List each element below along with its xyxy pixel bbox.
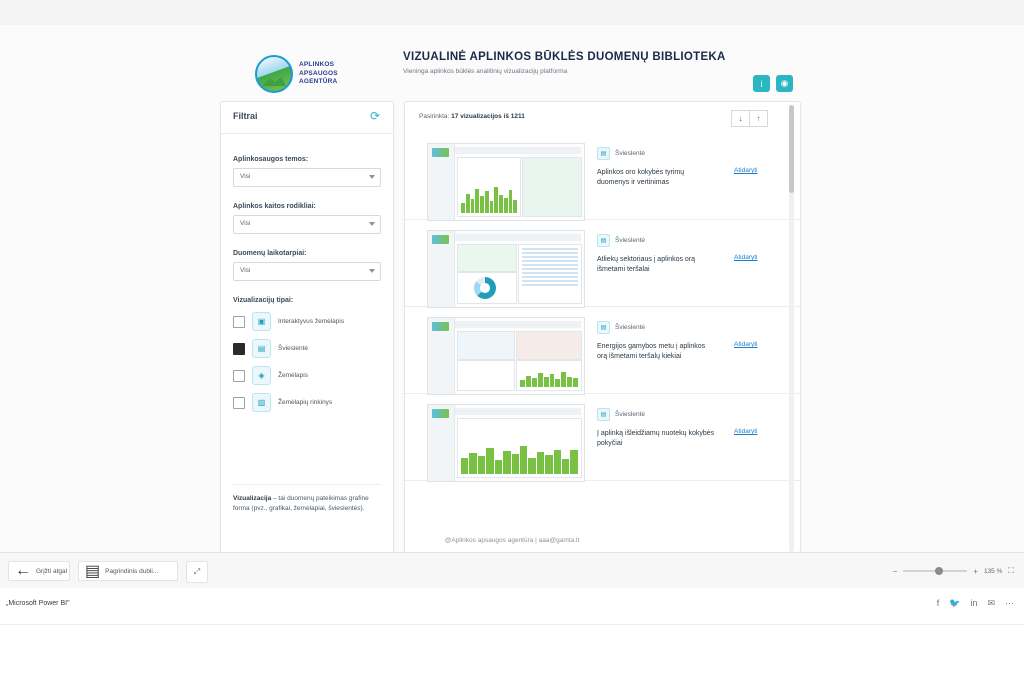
title-block [403,51,726,75]
viz-type-option-map[interactable] [233,363,381,388]
visualization-thumbnail[interactable] [427,143,585,221]
thumb-chart-panel [457,157,521,217]
thumb-bars-panel [457,418,582,478]
item-title: Energijos gamybos metu į aplinkos orą išmetami teršalų kiekiai [597,343,706,360]
chevron-down-icon [369,222,375,226]
results-scrollbar-thumb[interactable] [789,105,794,193]
visualization-thumbnail[interactable] [427,317,585,395]
viz-type-option-interactive-map[interactable] [233,309,381,334]
sort-buttons [731,110,768,127]
zoom-level: 135 % [983,567,1003,575]
back-button-label: Grįžti atgal [36,567,68,575]
thumb-table-rows [522,248,578,300]
zoom-slider-knob[interactable] [935,567,943,575]
powerbi-toolbar [0,552,1024,590]
zoom-slider[interactable] [903,570,967,572]
linkedin-icon[interactable]: in [970,598,978,608]
organization-name [299,61,338,87]
share-icons [937,599,1014,608]
filter-group-indicators [233,203,381,234]
twitter-icon[interactable]: 🐦 [949,598,961,608]
back-button[interactable] [8,561,70,581]
pages-icon: ▤ [85,563,101,580]
thumb-lines-panel [457,360,515,391]
checkbox-map-set[interactable] [233,397,245,409]
thumb-logo-icon [432,148,449,157]
thumb-greenbars-panel [516,360,582,391]
browser-top-band [0,0,1024,25]
facebook-icon[interactable]: f [936,598,940,608]
info-button[interactable]: i [753,75,770,92]
filter-label-indicators: Aplinkos kaitos rodikliai: [233,203,316,210]
page-title: VIZUALINĖ APLINKOS BŪKLĖS DUOMENŲ BIBLIOTEKA [403,51,726,63]
filters-panel [220,101,394,558]
thumb-logo-icon [432,409,449,418]
item-type [597,408,722,421]
thumb-logo-icon [432,235,449,244]
list-item[interactable] [405,307,800,394]
visualization-thumbnail[interactable] [427,230,585,308]
filters-header [221,102,393,134]
item-type-label: Švieslentė [615,324,645,331]
filter-group-periods [233,250,381,281]
viz-type-option-dashboard[interactable] [233,336,381,361]
filter-value-themes: Visi [240,173,251,180]
dashboard-icon: ▤ [597,321,610,334]
filter-group-viz-types [233,297,381,304]
report-canvas [0,25,1024,552]
email-icon[interactable]: ✉ [987,598,995,608]
item-title: Į aplinką išleidžiamų nuotekų kokybės pokyčiai [597,430,715,447]
visualization-thumbnail[interactable] [427,404,585,482]
item-body [597,317,722,362]
results-scrollbar[interactable] [789,105,794,552]
report-header [255,47,789,107]
fullscreen-icon[interactable]: ⤢ [186,561,208,583]
open-link[interactable]: Atidaryti [734,341,758,348]
filter-label-viz-types: Vizualizacijų tipai: [233,297,294,304]
org-line-2: APSAUGOS [299,69,338,77]
arrow-left-icon: ← [15,562,31,579]
layers-icon: ▨ [252,393,271,412]
item-body [597,230,722,275]
thumb-table-panel [518,244,582,304]
item-type [597,321,722,334]
org-line-3: AGENTŪRA [299,78,338,86]
powerbi-brand: „Microsoft Power BI" [6,600,70,607]
filter-value-periods: Visi [240,267,251,274]
viz-type-label-map: Žemėlapis [278,372,308,379]
definition-note [233,484,381,514]
thumb-titlebar [455,147,581,154]
filter-label-periods: Duomenų laikotarpiai: [233,250,307,257]
thumb-titlebar [455,408,581,415]
thumb-area-panel [457,244,517,272]
viz-type-label-interactive-map: Interaktyvus žemėlapis [278,318,345,325]
results-count-value: 17 vizualizacijos iš 1211 [451,113,525,120]
page-selector[interactable] [78,561,178,581]
map-pin-icon: ▣ [252,312,271,331]
filter-select-themes[interactable] [233,168,381,187]
sort-descending-button[interactable]: ↓ [731,110,750,127]
thumb-line-panel [457,331,515,360]
checkbox-interactive-map[interactable] [233,316,245,328]
thumb-donut-panel [457,272,517,304]
list-item[interactable] [405,133,800,220]
sort-ascending-button[interactable]: ↑ [750,110,768,127]
dashboard-icon: ▤ [597,234,610,247]
item-title: Atliekų sektoriaus į aplinkos orą išmetami teršalai [597,256,696,273]
copyright-note: @Aplinkos apsaugos agentūra | aaa@gamta.lt [444,537,580,544]
fit-to-page-icon[interactable]: ⛶ [1008,566,1014,575]
item-type [597,147,722,160]
item-type-label: Švieslentė [615,237,645,244]
org-line-1: APLINKOS [299,61,335,69]
page-selector-label: Pagrindinis dubli... [105,567,159,575]
item-type [597,234,722,247]
dashboard-icon: ▤ [597,147,610,160]
filter-select-indicators[interactable] [233,215,381,234]
viz-type-label-dashboard: Švieslentė [278,345,308,352]
refresh-icon[interactable]: ⟳ [370,109,381,123]
filter-label-themes: Aplinkosaugos temos: [233,156,309,163]
results-list[interactable] [405,133,800,557]
map-icon: ◈ [252,366,271,385]
filter-group-themes [233,156,381,187]
item-title: Aplinkos oro kokybės tyrimų duomenys ir vertinimas [597,169,685,186]
open-link[interactable]: Atidaryti [734,428,758,435]
more-options-icon[interactable]: ⋯ [1005,598,1014,608]
open-link[interactable]: Atidaryti [734,167,758,174]
definition-text: – tai duomenų pateikimas grafine forma (pvz., grafikai, žemėlapiai, švieslentės). [233,495,369,512]
zoom-in-button[interactable]: + [973,566,978,576]
header-buttons [753,75,793,92]
page-subtitle: Vieninga aplinkos būklės analitinių vizualizacijų platforma [403,68,568,75]
thumb-titlebar [455,234,581,241]
definition-term: Vizualizacija [233,495,272,502]
dashboard-icon: ▤ [597,408,610,421]
thumb-donut [474,277,496,299]
thumb-titlebar [455,321,581,328]
item-type-label: Švieslentė [615,150,645,157]
viz-type-list [233,309,381,415]
dashboard-icon: ▤ [252,339,271,358]
results-header [405,102,800,133]
organization-logo [255,55,338,93]
filter-value-indicators: Visi [240,220,251,227]
thumb-stacked-panel [516,331,582,360]
thumb-logo-icon [432,322,449,331]
checkbox-map[interactable] [233,370,245,382]
thumb-bars [520,370,578,387]
results-panel [404,101,801,558]
thumb-diagram-panel [522,157,582,217]
agency-logo-icon [255,55,293,93]
zoom-out-button[interactable]: − [892,566,898,576]
viz-type-label-map-set: Žemėlapių rinkinys [278,399,333,406]
open-link[interactable]: Atidaryti [734,254,758,261]
powerbi-footer [0,588,1024,625]
item-type-label: Švieslentė [615,411,645,418]
zoom-controls [893,553,1014,589]
chevron-down-icon [369,269,375,273]
thumb-bars [461,439,578,474]
list-item[interactable] [405,220,800,307]
checkbox-dashboard[interactable] [233,343,245,355]
filters-title: Filtrai [233,111,258,121]
chevron-down-icon [369,175,375,179]
viz-type-option-map-set[interactable] [233,390,381,415]
item-body [597,143,722,188]
filter-select-periods[interactable] [233,262,381,281]
results-count-prefix: Pasirinkta: [419,113,450,120]
view-button[interactable]: ◉ [776,75,793,92]
results-count [419,113,525,120]
thumb-bars [461,178,517,213]
item-body [597,404,722,449]
list-item[interactable] [405,394,800,481]
